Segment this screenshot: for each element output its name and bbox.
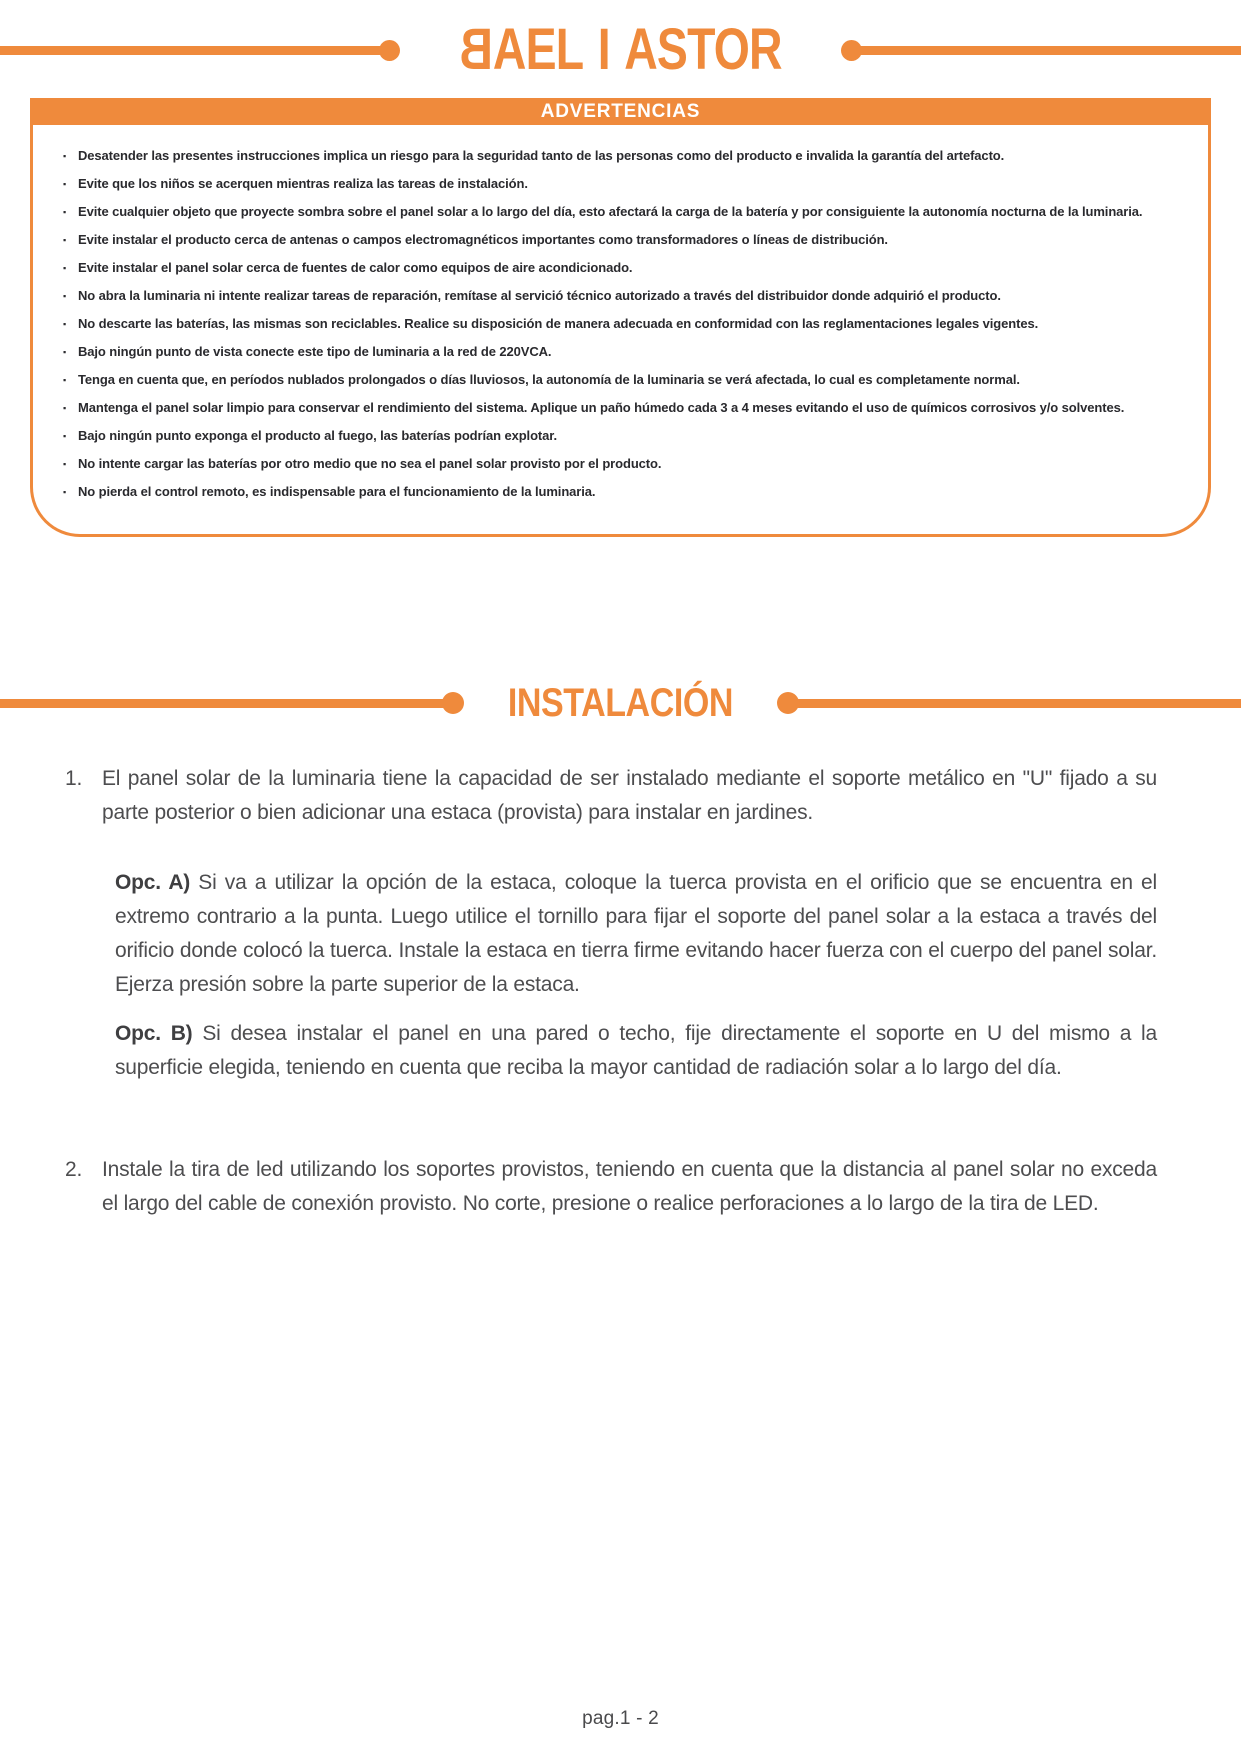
- bullet-icon: ▪: [63, 291, 67, 301]
- page-footer: [0, 1708, 1241, 1730]
- step-text: Instale la tira de led utilizando los soportes provistos, teniendo en cuenta que la distancia al panel solar no exceda el largo del cable de conexión provisto. No corte, presione o realice perforaciones a lo largo de la tira de LED.: [102, 1158, 1157, 1215]
- warning-item: [63, 422, 1183, 450]
- option-a: [115, 866, 1157, 1002]
- section-rule-left: [0, 699, 445, 708]
- option-a-text: Si va a utilizar la opción de la estaca, coloque la tuerca provista en el orificio que se encuentra en el extremo contrario a la punta. Luego utilice el tornillo para fijar el soporte del panel solar a la estaca a través del orificio donde colocó la tuerca. Instale la estaca en tierra firme evitando hacer fuerza con el cuerpo del panel solar. Ejerza presión sobre la parte superior de la estaca.: [115, 871, 1157, 996]
- bullet-icon: ▪: [63, 459, 67, 469]
- warning-item: [63, 366, 1183, 394]
- warning-item: [63, 478, 1183, 506]
- warning-text: No descarte las baterías, las mismas son reciclables. Realice su disposición de manera adecuada en conformidad con las reglamentaciones legales vigentes.: [78, 316, 1039, 331]
- brand-initial: B: [459, 17, 493, 82]
- warning-item: [63, 282, 1183, 310]
- brand-header: [0, 17, 1241, 82]
- installation-step-1: [65, 762, 1157, 1085]
- section-title: INSTALACIÓN: [507, 681, 734, 725]
- option-b-text: Si desea instalar el panel en una pared o techo, fije directamente el soporte en U del mismo a la superficie elegida, teniendo en cuenta que reciba la mayor cantidad de radiación solar a lo largo del día.: [115, 1022, 1157, 1079]
- option-b-label: Opc. B): [115, 1022, 193, 1045]
- step-options: [115, 866, 1157, 1085]
- header-dot-left-icon: [379, 40, 400, 61]
- option-b: [115, 1017, 1157, 1085]
- bullet-icon: ▪: [63, 375, 67, 385]
- warning-item: [63, 450, 1183, 478]
- section-dot-left-icon: [442, 692, 464, 714]
- bullet-icon: ▪: [63, 431, 67, 441]
- step-body: [102, 1153, 1157, 1221]
- step-number: 2.: [65, 1158, 83, 1181]
- warning-text: No intente cargar las baterías por otro medio que no sea el panel solar provisto por el producto.: [78, 456, 662, 471]
- header-rule-left: [0, 46, 382, 55]
- section-rule-right: [796, 699, 1241, 708]
- warning-item: [63, 142, 1183, 170]
- warnings-section: [30, 98, 1211, 537]
- warning-item: [63, 310, 1183, 338]
- page-number: pag.1 - 2: [582, 1708, 659, 1729]
- installation-heading: [0, 680, 1241, 726]
- warning-text: Evite instalar el panel solar cerca de fuentes de calor como equipos de aire acondicionado.: [78, 260, 633, 275]
- warning-item: [63, 394, 1183, 422]
- warning-text: No pierda el control remoto, es indispensable para el funcionamiento de la luminaria.: [78, 484, 596, 499]
- warning-text: Desatender las presentes instrucciones implica un riesgo para la seguridad tanto de las personas como del producto e invalida la garantía del artefacto.: [78, 148, 1005, 163]
- warning-text: Tenga en cuenta que, en períodos nublados prolongados o días lluviosos, la autonomía de la luminaria se verá afectada, lo cual es completamente normal.: [78, 372, 1020, 387]
- brand-rest: AEL: [492, 17, 583, 82]
- bullet-icon: ▪: [63, 151, 67, 161]
- warnings-list: [33, 125, 1208, 534]
- bullet-icon: ▪: [63, 207, 67, 217]
- brand-logo: [459, 17, 782, 82]
- header-rule-right: [859, 46, 1241, 55]
- warning-text: Bajo ningún punto exponga el producto al fuego, las baterías podrían explotar.: [78, 428, 558, 443]
- warning-text: No abra la luminaria ni intente realizar tareas de reparación, remítase al servició técnico autorizado a través del distribuidor donde adquirió el producto.: [78, 288, 1001, 303]
- warning-text: Bajo ningún punto de vista conecte este tipo de luminaria a la red de 220VCA.: [78, 344, 552, 359]
- bullet-icon: ▪: [63, 487, 67, 497]
- step-text: El panel solar de la luminaria tiene la capacidad de ser instalado mediante el soporte metálico en "U" fijado a su parte posterior o bien adicionar una estaca (provista) para instalar en jardines.: [102, 767, 1157, 824]
- bullet-icon: ▪: [63, 319, 67, 329]
- warning-text: Evite que los niños se acerquen mientras realiza las tareas de instalación.: [78, 176, 528, 191]
- bullet-icon: ▪: [63, 347, 67, 357]
- bullet-icon: ▪: [63, 403, 67, 413]
- warning-text: Evite cualquier objeto que proyecte sombra sobre el panel solar a lo largo del día, esto afectará la carga de la batería y por consiguiente la autonomía nocturna de la luminaria.: [78, 204, 1143, 219]
- option-a-label: Opc. A): [115, 871, 191, 894]
- warnings-title-bar: [30, 98, 1211, 125]
- warning-text: Evite instalar el producto cerca de antenas o campos electromagnéticos importantes como transformadores o líneas de distribución.: [78, 232, 888, 247]
- warning-item: [63, 338, 1183, 366]
- bullet-icon: ▪: [63, 235, 67, 245]
- product-name: ASTOR: [623, 17, 782, 82]
- warning-item: [63, 198, 1183, 226]
- warnings-title: ADVERTENCIAS: [540, 100, 701, 122]
- bullet-icon: ▪: [63, 263, 67, 273]
- warning-item: [63, 170, 1183, 198]
- installation-step-2: [65, 1153, 1157, 1221]
- step-body: [102, 762, 1157, 1085]
- warning-item: [63, 254, 1183, 282]
- warning-item: [63, 226, 1183, 254]
- installation-content: [65, 762, 1157, 1221]
- step-number: 1.: [65, 767, 83, 790]
- bullet-icon: ▪: [63, 179, 67, 189]
- warning-text: Mantenga el panel solar limpio para conservar el rendimiento del sistema. Aplique un paño húmedo cada 3 a 4 meses evitando el uso de químicos corrosivos y/o solventes.: [78, 400, 1125, 415]
- brand-divider: I: [597, 17, 610, 82]
